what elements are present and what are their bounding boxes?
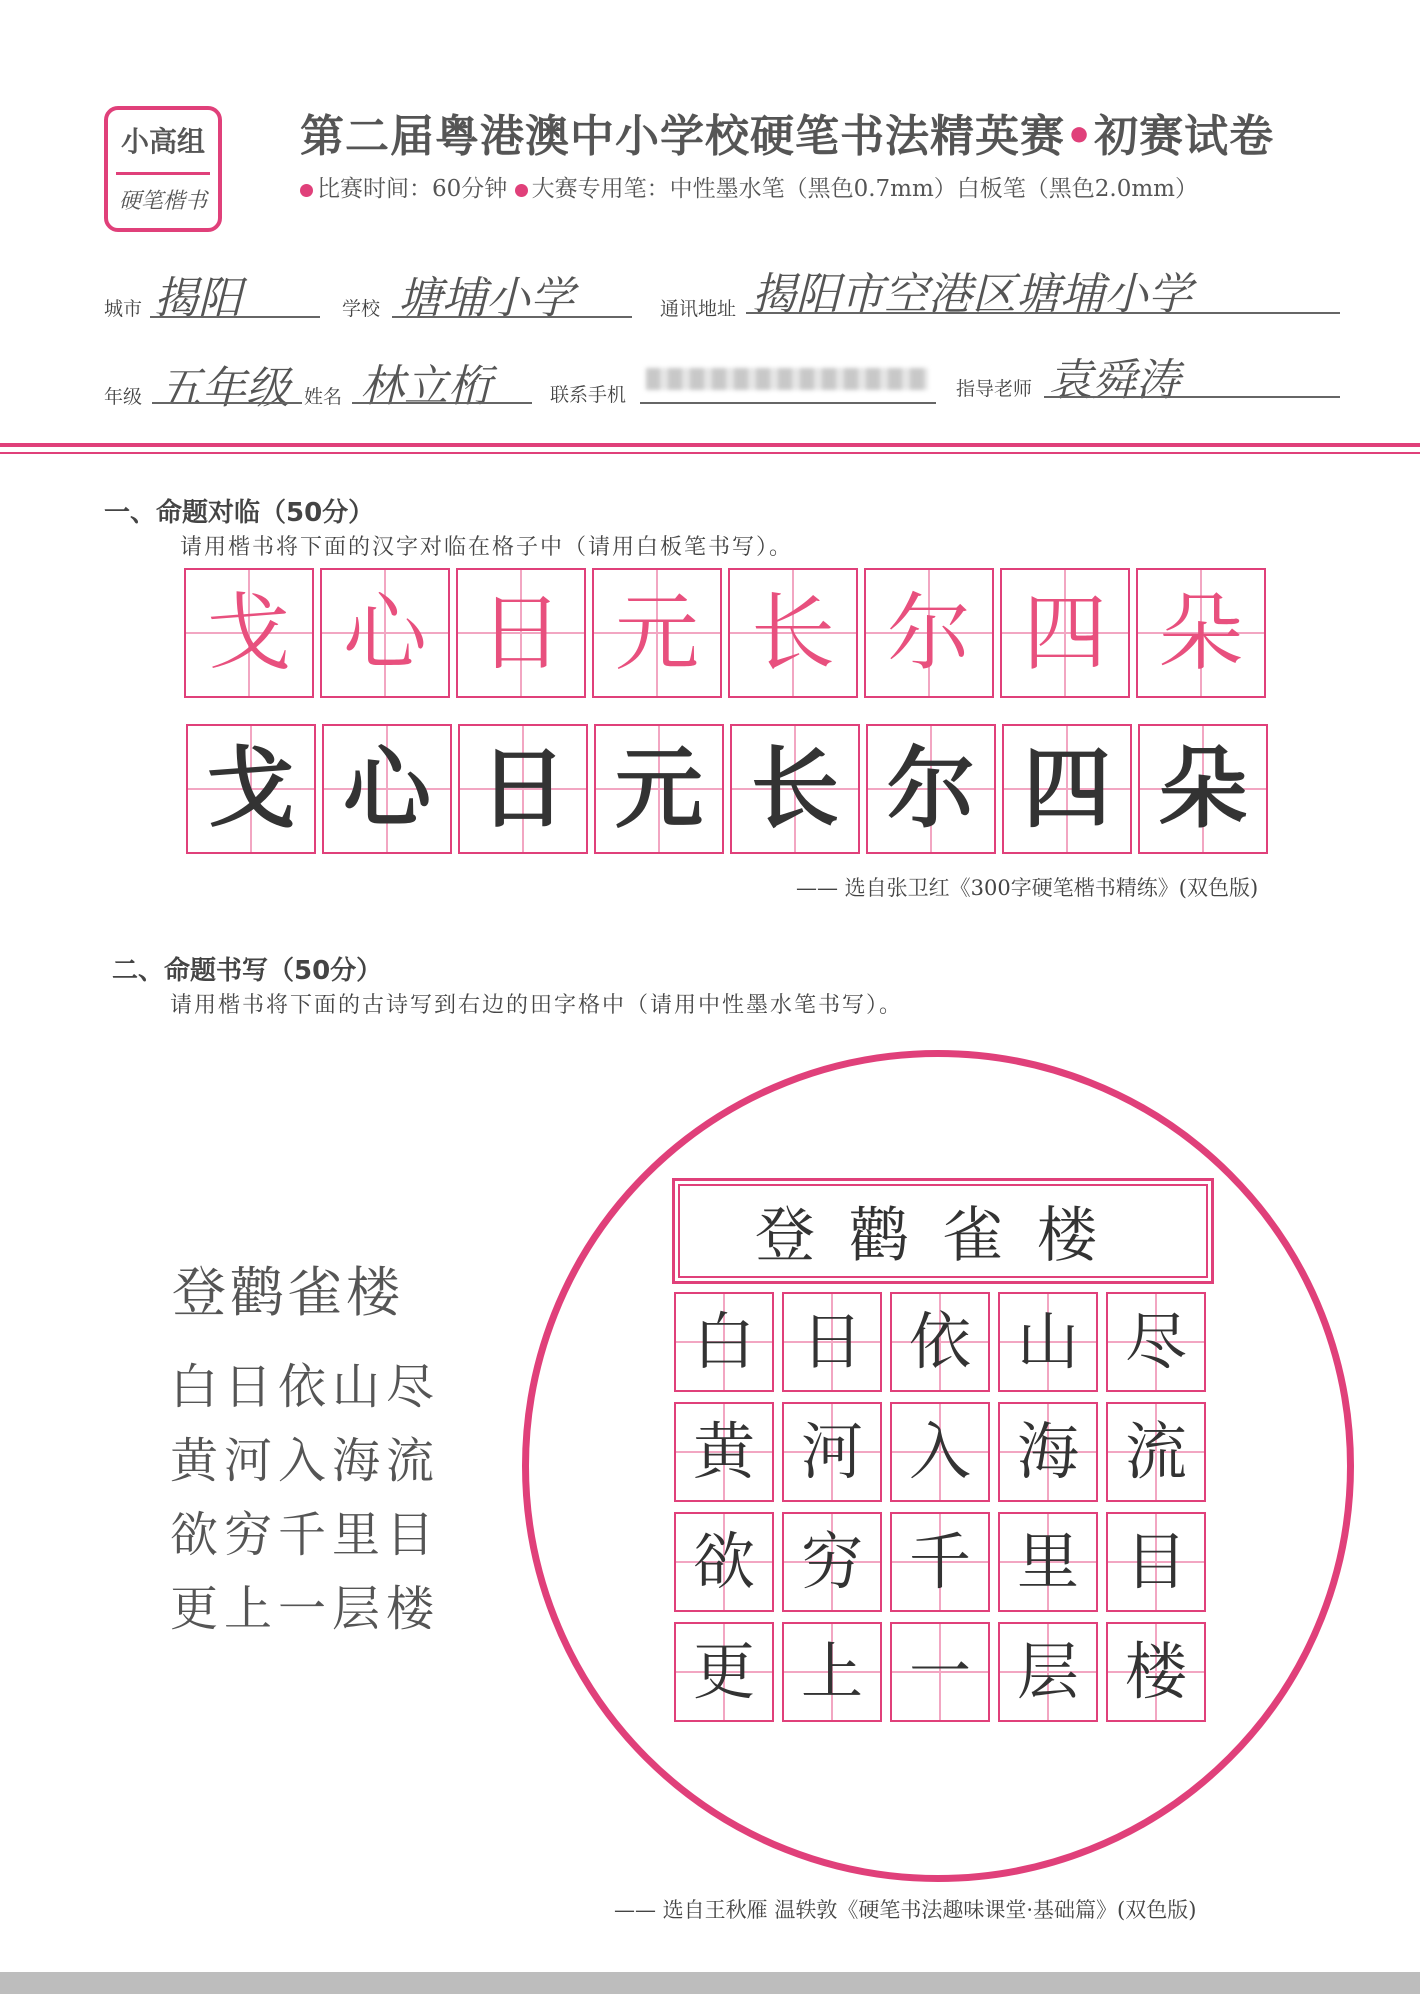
phone-label: 联系手机 xyxy=(550,384,627,406)
written-char-cell[interactable] xyxy=(1002,724,1132,854)
city-value[interactable]: 揭阳 xyxy=(154,273,242,324)
written-char-cell-glyph: 四 xyxy=(1022,737,1111,840)
school-value[interactable]: 塘埔小学 xyxy=(398,273,574,324)
poem-grid-cell-glyph: 层 xyxy=(1016,1635,1079,1708)
poem-grid-cell-glyph: 上 xyxy=(800,1635,863,1708)
poem-writing-grid xyxy=(674,1292,1214,1732)
written-char-cell-glyph: 尔 xyxy=(886,737,975,840)
section1-heading: 一、命题对临（50分） xyxy=(104,498,375,528)
model-char-cell[interactable] xyxy=(864,568,994,698)
bullet-icon xyxy=(515,184,528,197)
badge-style-label: 硬笔楷书 xyxy=(118,189,207,214)
section1-instruction: 请用楷书将下面的汉字对临在格子中（请用白板笔书写）。 xyxy=(180,535,794,560)
written-char-cell-glyph: 朵 xyxy=(1158,737,1247,840)
poem-grid-cell-glyph: 千 xyxy=(908,1525,971,1598)
model-char-cell[interactable] xyxy=(456,568,586,698)
poem-grid-cell[interactable] xyxy=(782,1292,882,1392)
model-char-cell-glyph: 元 xyxy=(614,584,699,682)
poem-grid-cell[interactable] xyxy=(998,1622,1098,1722)
written-char-cell-glyph: 元 xyxy=(614,737,703,840)
poem-grid-cell-glyph: 海 xyxy=(1016,1415,1079,1488)
city-underline xyxy=(150,316,320,318)
grade-label: 年级 xyxy=(104,386,143,408)
name-underline xyxy=(352,402,532,404)
written-char-cell-glyph: 戈 xyxy=(206,737,295,840)
badge-divider xyxy=(116,172,210,175)
written-char-cell-glyph: 日 xyxy=(478,737,567,840)
model-char-cell-glyph: 四 xyxy=(1022,584,1107,682)
page-subtitle xyxy=(300,170,1198,203)
poem-grid-cell[interactable] xyxy=(674,1622,774,1722)
written-char-cell[interactable] xyxy=(458,724,588,854)
poem-grid-cell-glyph: 河 xyxy=(800,1415,863,1488)
poem-grid-cell[interactable] xyxy=(890,1292,990,1392)
subtitle-time: 比赛时间：60分钟 xyxy=(317,176,508,202)
poem-grid-cell-glyph: 楼 xyxy=(1124,1635,1187,1708)
header-divider-thin xyxy=(0,452,1420,454)
poem-grid-cell-glyph: 日 xyxy=(800,1305,863,1378)
title-dot: • xyxy=(1065,111,1095,162)
title-tail: 初赛试卷 xyxy=(1094,111,1275,162)
model-char-cell-glyph: 朵 xyxy=(1158,584,1243,682)
model-char-cell-glyph: 日 xyxy=(478,584,563,682)
poem-grid-row xyxy=(674,1512,1214,1612)
poem-grid-row xyxy=(674,1402,1214,1502)
name-label: 姓名 xyxy=(304,386,343,408)
poem-grid-cell[interactable] xyxy=(890,1512,990,1612)
model-char-cell[interactable] xyxy=(184,568,314,698)
poem-grid-cell[interactable] xyxy=(674,1402,774,1502)
model-char-cell-glyph: 心 xyxy=(342,584,427,682)
grade-underline xyxy=(152,402,302,404)
title-main: 第二届粤港澳中小学校硬笔书法精英赛 xyxy=(300,111,1065,162)
poem-grid-cell-glyph: 山 xyxy=(1016,1305,1079,1378)
model-char-row xyxy=(184,568,1272,698)
poem-grid-cell-glyph: 黄 xyxy=(692,1415,755,1488)
grade-value[interactable]: 五年级 xyxy=(158,363,290,414)
scan-bottom-bar xyxy=(0,1972,1420,1994)
written-poem-title: 登鹳雀楼 xyxy=(755,1201,1131,1271)
written-char-row xyxy=(186,724,1274,854)
poem-grid-row xyxy=(674,1622,1214,1722)
teacher-underline xyxy=(1044,396,1340,398)
written-char-cell[interactable] xyxy=(186,724,316,854)
poem-grid-cell[interactable] xyxy=(782,1402,882,1502)
poem-grid-cell[interactable] xyxy=(782,1512,882,1612)
address-label: 通讯地址 xyxy=(660,298,737,320)
poem-grid-cell[interactable] xyxy=(674,1292,774,1392)
poem-grid-cell-glyph: 更 xyxy=(692,1635,755,1708)
section1-credit: —— 选自张卫红《300字硬笔楷书精练》(双色版) xyxy=(796,876,1259,900)
written-char-cell[interactable] xyxy=(866,724,996,854)
teacher-label: 指导老师 xyxy=(956,378,1033,400)
poem-grid-cell[interactable] xyxy=(1106,1402,1206,1502)
address-underline xyxy=(746,312,1340,314)
phone-underline xyxy=(640,402,936,404)
model-char-cell[interactable] xyxy=(728,568,858,698)
model-char-cell[interactable] xyxy=(320,568,450,698)
poem-grid-cell-glyph: 目 xyxy=(1124,1525,1187,1598)
poem-grid-cell[interactable] xyxy=(998,1292,1098,1392)
poem-grid-cell-glyph: 尽 xyxy=(1124,1305,1187,1378)
poem-grid-row xyxy=(674,1292,1214,1392)
written-char-cell-glyph: 长 xyxy=(750,737,839,840)
poem-grid-cell-glyph: 里 xyxy=(1016,1525,1079,1598)
teacher-value[interactable]: 袁舜涛 xyxy=(1048,355,1180,406)
poem-line: 白日依山尽 xyxy=(170,1359,441,1415)
model-char-cell-glyph: 尔 xyxy=(886,584,971,682)
page-title xyxy=(300,100,1274,164)
model-char-cell-glyph: 长 xyxy=(750,584,835,682)
model-char-cell[interactable] xyxy=(1136,568,1266,698)
poem-grid-cell[interactable] xyxy=(998,1402,1098,1502)
poem-grid-cell[interactable] xyxy=(998,1512,1098,1612)
model-char-cell[interactable] xyxy=(1000,568,1130,698)
poem-grid-cell-glyph: 依 xyxy=(908,1305,971,1378)
poem-grid-cell[interactable] xyxy=(890,1402,990,1502)
model-char-cell-glyph: 戈 xyxy=(206,584,291,682)
written-char-cell[interactable] xyxy=(730,724,860,854)
written-char-cell[interactable] xyxy=(322,724,452,854)
school-underline xyxy=(392,316,632,318)
section2-instruction: 请用楷书将下面的古诗写到右边的田字格中（请用中性墨水笔书写）。 xyxy=(170,993,904,1018)
poem-grid-cell-glyph: 流 xyxy=(1124,1415,1187,1488)
written-poem-title-box[interactable] xyxy=(672,1178,1214,1284)
badge-group-label: 小高组 xyxy=(120,125,205,158)
address-value[interactable]: 揭阳市空港区塘埔小学 xyxy=(752,269,1192,320)
poem-title: 登鹳雀楼 xyxy=(172,1261,404,1324)
poem-line: 欲穷千里目 xyxy=(170,1507,441,1563)
phone-value-redacted[interactable] xyxy=(646,368,928,390)
model-char-cell[interactable] xyxy=(592,568,722,698)
header-divider xyxy=(0,443,1420,447)
poem-grid-cell-glyph: 入 xyxy=(908,1415,971,1488)
written-char-cell[interactable] xyxy=(1138,724,1268,854)
school-label: 学校 xyxy=(342,298,381,320)
group-badge xyxy=(104,106,222,232)
poem-line: 更上一层楼 xyxy=(170,1581,441,1637)
subtitle-pens: 大赛专用笔：中性墨水笔（黑色0.7mm）白板笔（黑色2.0mm） xyxy=(531,176,1198,202)
poem-grid-cell[interactable] xyxy=(890,1622,990,1722)
section2-credit: —— 选自王秋雁 温轶敦《硬笔书法趣味课堂·基础篇》(双色版) xyxy=(614,1898,1197,1922)
city-label: 城市 xyxy=(104,298,143,320)
written-char-cell[interactable] xyxy=(594,724,724,854)
section2-heading: 二、命题书写（50分） xyxy=(112,956,383,986)
poem-grid-cell[interactable] xyxy=(1106,1292,1206,1392)
poem-line: 黄河入海流 xyxy=(170,1433,441,1489)
poem-grid-cell-glyph: 欲 xyxy=(692,1525,755,1598)
bullet-icon xyxy=(300,184,313,197)
poem-grid-cell[interactable] xyxy=(782,1622,882,1722)
poem-grid-cell-glyph: 穷 xyxy=(800,1525,863,1598)
poem-grid-cell[interactable] xyxy=(1106,1512,1206,1612)
poem-grid-cell-glyph: 白 xyxy=(692,1305,755,1378)
name-value[interactable]: 林立桁 xyxy=(360,361,492,412)
written-char-cell-glyph: 心 xyxy=(342,737,431,840)
poem-grid-cell-glyph: 一 xyxy=(908,1635,971,1708)
poem-grid-cell[interactable] xyxy=(674,1512,774,1612)
poem-grid-cell[interactable] xyxy=(1106,1622,1206,1722)
